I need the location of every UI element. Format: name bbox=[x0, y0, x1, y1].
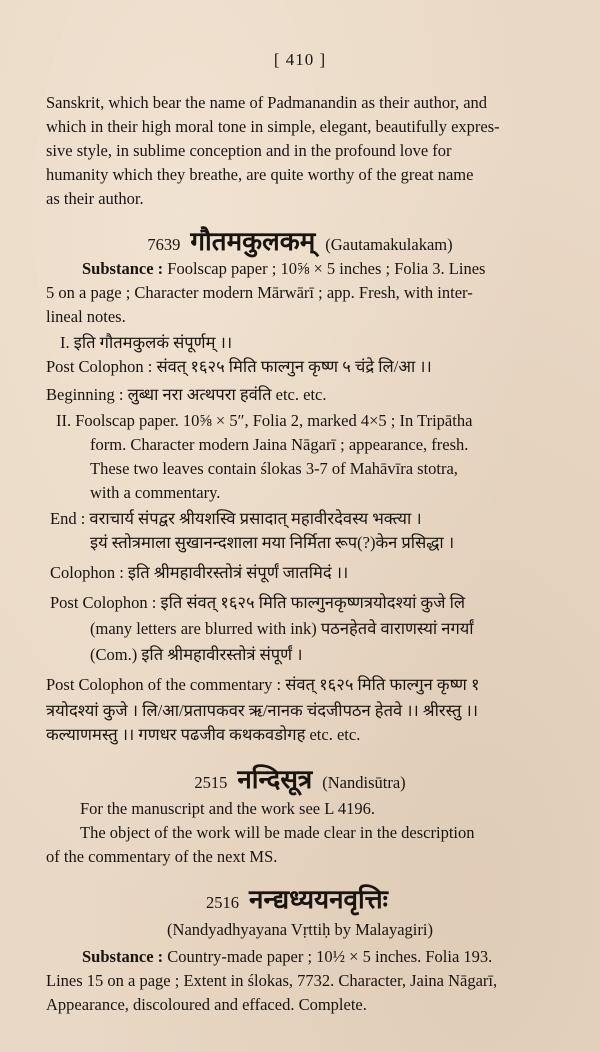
item-I: I. इति गौतमकुलकं संपूर्णम् ।। bbox=[60, 333, 233, 352]
substance-line: Lines 15 on a page ; Extent in ślokas, 7732. Character, Jaina Nāgarī, bbox=[46, 971, 498, 990]
item-II-line: with a commentary. bbox=[90, 483, 221, 502]
entry-7639-heading bbox=[0, 222, 600, 258]
intro-line: which in their high moral tone in simple, elegant, beautifully expres- bbox=[46, 117, 500, 136]
end-line: इयं स्तोत्रमाला सुखानन्दशाला मया निर्मिता रूप(?)केन प्रसिद्धा । bbox=[90, 533, 455, 552]
item-II-line: form. Character modern Jaina Nāgarī ; appearance, fresh. bbox=[90, 435, 469, 454]
entry-title-devanagari: नन्दिसूत्र bbox=[237, 765, 313, 795]
entry-title-translit: (Gautamakulakam) bbox=[325, 235, 453, 254]
entry-title-devanagari: नन्द्यध्ययनवृत्तिः bbox=[249, 885, 388, 915]
intro-line: humanity which they breathe, are quite worthy of the great name bbox=[46, 165, 474, 184]
post-colophon-commentary-line: Post Colophon of the commentary : संवत् १६२५ मिति फाल्गुन कृष्ण १ bbox=[46, 675, 480, 694]
post-colophon-1: Post Colophon : संवत् १६२५ मिति फाल्गुन कृष्ण ५ चंद्रे लि/आ ।। bbox=[46, 357, 432, 376]
substance-line: lineal notes. bbox=[46, 307, 126, 326]
intro-line: sive style, in sublime conception and in the profound love for bbox=[46, 141, 452, 160]
entry-number: 7639 bbox=[147, 235, 181, 254]
intro-line: as their author. bbox=[46, 189, 144, 208]
item-II-line: II. Foolscap paper. 10⅝ × 5″, Folia 2, marked 4×5 ; In Tripātha bbox=[56, 411, 473, 430]
entry-2515-line: of the commentary of the next MS. bbox=[46, 847, 278, 866]
intro-line: Sanskrit, which bear the name of Padmanandin as their author, and bbox=[46, 93, 488, 112]
entry-2515-heading bbox=[0, 760, 600, 796]
entry-2516-heading bbox=[0, 880, 600, 916]
entry-title-translit: (Nandisūtra) bbox=[322, 773, 406, 792]
post-colophon-commentary-line: त्रयोदश्यां कुजे । लि/आ/प्रतापकवर ऋ/नानक चंदजीपठन हेतवे ।। श्रीरस्तु ।। bbox=[46, 701, 479, 720]
substance-text: Foolscap paper ; 10⅝ × 5 inches ; Folia 3. Lines bbox=[167, 259, 486, 278]
substance-label: Substance : bbox=[82, 259, 164, 278]
substance-line bbox=[82, 258, 485, 280]
entry-subtitle: (Nandyadhyayana Vṛttiḥ by Malayagiri) bbox=[167, 920, 433, 939]
post-colophon-commentary-line: कल्याणमस्तु ।। गणधर पढजीव कथकवडोगह etc. etc. bbox=[46, 725, 361, 744]
beginning-line: Beginning : लुब्धा नरा अत्थपरा हवंति etc. etc. bbox=[46, 385, 327, 404]
post-colophon-2-line: (Com.) इति श्रीमहावीरस्तोत्रं संपूर्णं । bbox=[90, 645, 303, 664]
end-line: End : वराचार्य संपद्वर श्रीयशस्वि प्रसादात् महावीरदेवस्य भक्त्या । bbox=[50, 509, 422, 528]
entry-title-devanagari: गौतमकुलकम् bbox=[190, 227, 316, 257]
substance-line bbox=[82, 946, 492, 968]
entry-number: 2516 bbox=[206, 893, 240, 912]
post-colophon-2-line: Post Colophon : इति संवत् १६२५ मिति फाल्गुनकृष्णत्रयोदश्यां कुजे लि bbox=[50, 593, 466, 612]
entry-2516-subtitle bbox=[0, 920, 600, 940]
item-II-line: These two leaves contain ślokas 3-7 of Mahāvīra stotra, bbox=[90, 459, 458, 478]
entry-2515-line: For the manuscript and the work see L 4196. bbox=[80, 799, 375, 818]
substance-label: Substance : bbox=[82, 947, 164, 966]
substance-line: Appearance, discoloured and effaced. Complete. bbox=[46, 995, 367, 1014]
substance-line: 5 on a page ; Character modern Mārwārī ; app. Fresh, with inter- bbox=[46, 283, 473, 302]
page-number: [ 410 ] bbox=[273, 50, 327, 69]
entry-2515-line: The object of the work will be made clear in the description bbox=[80, 823, 475, 842]
entry-number: 2515 bbox=[194, 773, 228, 792]
substance-text: Country-made paper ; 10½ × 5 inches. Folia 193. bbox=[167, 947, 493, 966]
colophon-line: Colophon : इति श्रीमहावीरस्तोत्रं संपूर्णं जातमिदं ।। bbox=[50, 563, 349, 582]
post-colophon-2-line: (many letters are blurred with ink) पठनहेतवे वाराणस्यां नगर्यां bbox=[90, 619, 474, 638]
